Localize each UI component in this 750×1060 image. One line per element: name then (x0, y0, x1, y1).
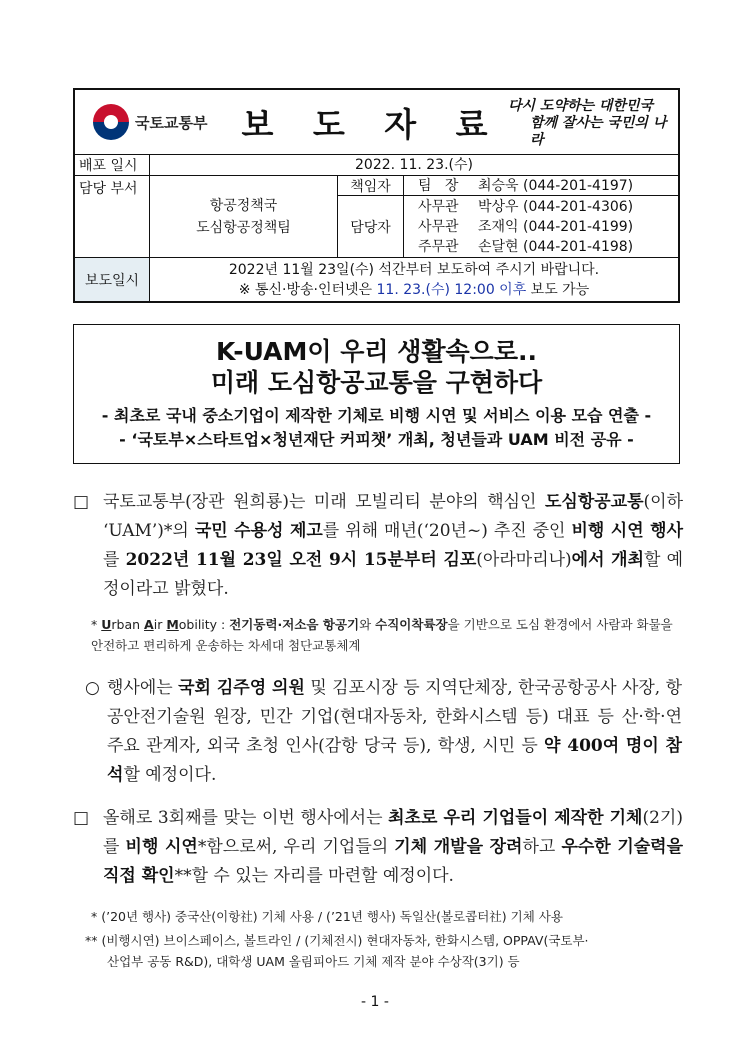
staff-item (418, 237, 678, 257)
staff-item (418, 197, 678, 217)
release-time-label: 보도일시 (75, 258, 150, 301)
staff-position: 사무관 (418, 219, 459, 235)
contact-staff (338, 176, 678, 257)
ministry-logo (75, 104, 235, 140)
footnote-uam: * Urban Air Mobility : 전기동력·저소음 항공기와 수직이착륙장을 기반으로 도심 환경에서 사람과 화물을 안전하고 편리하게 운송하는 차세대 첨단교통체계 (91, 617, 673, 653)
department-row (75, 175, 678, 257)
staff-role: 담당자 (338, 196, 404, 257)
footnote-participants (85, 930, 685, 972)
square-bullet: □ (73, 492, 90, 512)
government-slogan (508, 96, 678, 149)
staff-contact: 손달현 (044-201-4198) (478, 239, 634, 255)
manager-row (338, 176, 678, 196)
paragraph-1-text: 국토교통부(장관 원희룡)는 미래 모빌리티 분야의 핵심인 도심항공교통(이하 ‘UAM’)*의 국민 수용성 제고를 위해 매년(‘20년~) 추진 중인 비행 시연 행사를 2022년 11월 23일 오전 9시 15분부터 김포(아라마리나)에서 개최할 예정이라고 밝혔다. (103, 492, 684, 599)
distribution-date-row (75, 154, 678, 175)
paragraph-2-text: 행사에는 국회 김주영 의원 및 김포시장 등 지역단체장, 한국공항공사 사장, 항공안전기술원 원장, 민간 기업(현대자동차, 한화시스템 등) 대표 등 산·학·연 주요 관계자, 외국 초청 인사(감항 당국 등), 학생, 시민 등 약 400여 명이 참석할 예정이다. (107, 678, 683, 785)
staff-contact: 조재익 (044-201-4199) (478, 219, 634, 235)
footnote-participants-line-2: 산업부 공동 R&D), 대학생 UAM 올림피아드 기체 제작 분야 수상작(3기) 등 (107, 954, 520, 969)
paragraph-3 (73, 804, 683, 891)
release-note: ※ 통신·방송·인터넷은 (238, 282, 377, 298)
manager-role: 책임자 (338, 176, 404, 195)
staff-position: 주무관 (418, 239, 459, 255)
headline-subtitle-1: - 최초로 국내 중소기업이 제작한 기체로 비행 시연 및 서비스 이용 모습 연출 - (101, 406, 652, 425)
release-line-2 (150, 280, 678, 300)
slogan-line-1: 다시 도약하는 대한민국 (508, 97, 653, 114)
taeguk-emblem-icon (93, 104, 129, 140)
headline-box (73, 324, 680, 464)
staff-position: 사무관 (418, 199, 459, 215)
release-embargo-time: 11. 23.(수) 12:00 이후 (376, 282, 527, 298)
department-name (150, 176, 338, 257)
footnote-participants-line-1: ** (비행시연) 브이스페이스, 볼트라인 / (기체전시) 현대자동차, 한화시스템, OPPAV(국토부· (85, 933, 589, 948)
manager-contact: 최승욱 (044-201-4197) (478, 178, 634, 194)
department-bureau: 항공정책국 (209, 197, 278, 214)
square-bullet: □ (73, 808, 90, 828)
release-line-1: 2022년 11월 23일(수) 석간부터 보도하여 주시기 바랍니다. (228, 262, 600, 278)
release-time-row (75, 257, 678, 301)
headline-subtitle-2: - ‘국토부×스타트업×청년재단 커피챗’ 개최, 청년들과 UAM 비전 공유 - (119, 430, 634, 449)
department-team: 도심항공정책팀 (196, 219, 291, 236)
headline-title-1: K-UAM이 우리 생활속으로.. (216, 337, 537, 366)
department-label: 담당 부서 (75, 176, 150, 257)
slogan-line-2: 함께 잘사는 국민의 나라 (530, 114, 667, 148)
distribution-date-value: 2022. 11. 23.(수) (355, 157, 473, 173)
press-release-header (73, 88, 680, 303)
headline-title-2: 미래 도심항공교통을 구현하다 (210, 368, 543, 397)
distribution-date-label: 배포 일시 (75, 155, 150, 175)
circle-bullet: ○ (85, 678, 100, 698)
paragraph-3-text: 올해로 3회째를 맞는 이번 행사에서는 최초로 우리 기업들이 제작한 기체(2기)를 비행 시연*함으로써, 우리 기업들의 기체 개발을 장려하고 우수한 기술력을 직접 확인**할 수 있는 자리를 마련할 예정이다. (103, 808, 684, 886)
paragraph-1 (73, 488, 683, 604)
footnote-previous-events: * (’20년 행사) 중국산(이항社) 기체 사용 / (’21년 행사) 독일산(볼로콥터社) 기체 사용 (91, 909, 563, 924)
release-note-end: 보도 가능 (526, 282, 590, 298)
staff-rows (338, 196, 678, 257)
paragraph-2 (85, 674, 682, 790)
manager-position: 팀 장 (418, 178, 459, 194)
ministry-name: 국토교통부 (135, 113, 208, 132)
staff-contact: 박상우 (044-201-4306) (478, 199, 634, 215)
title-row (75, 90, 678, 154)
page-number: - 1 - (361, 994, 389, 1010)
document-title: 보 도 자 료 (241, 104, 502, 144)
release-time-text (150, 258, 678, 301)
staff-item (418, 217, 678, 237)
